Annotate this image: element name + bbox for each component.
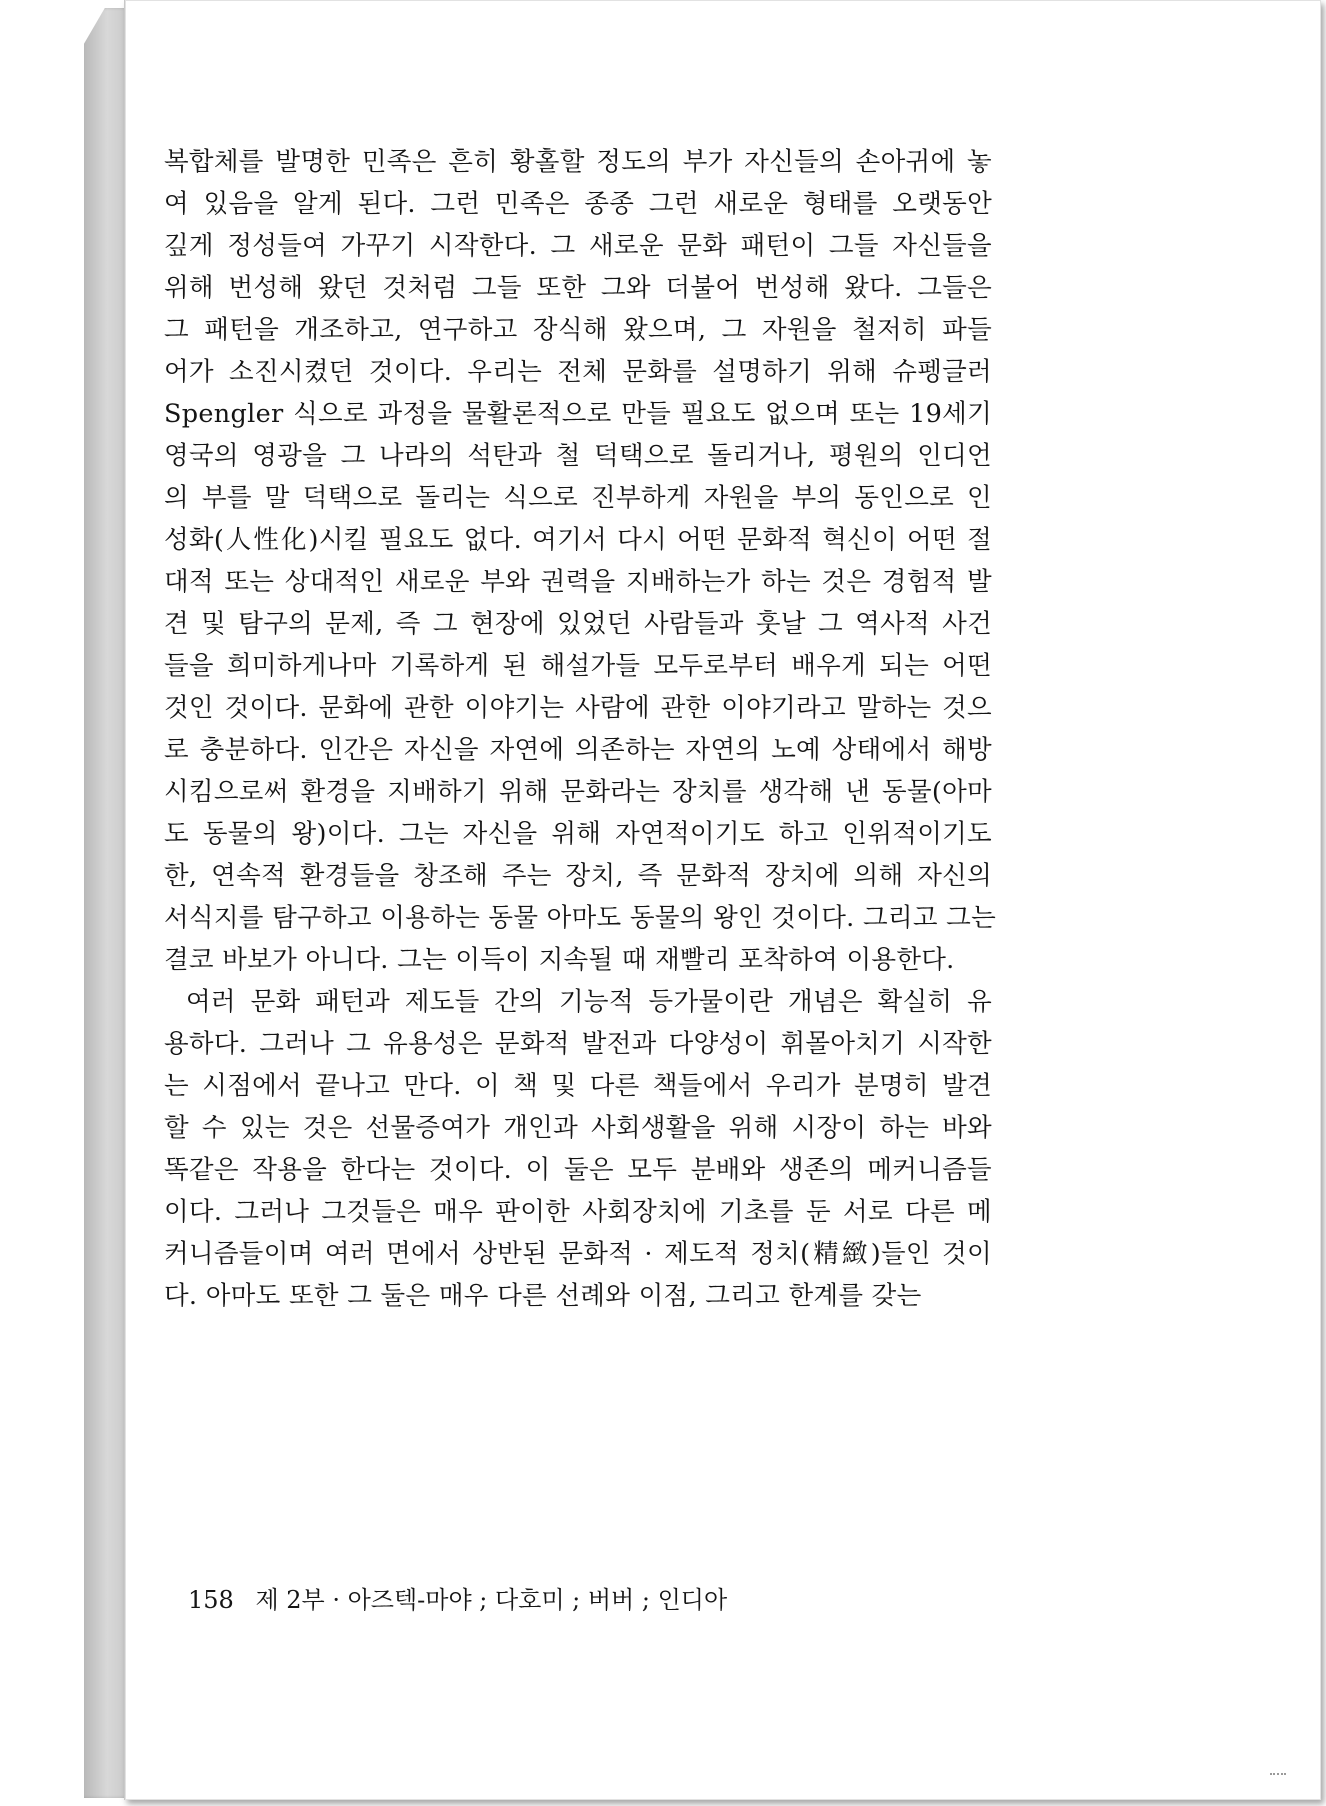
text-line: 서식지를 탐구하고 이용하는 동물 아마도 동물의 왕인 것이다. 그리고 그는 xyxy=(164,903,997,933)
text-line: 똑같은 작용을 한다는 것이다. 이 둘은 모두 분배와 생존의 메커니즘들 xyxy=(164,1155,992,1185)
page-number: 158 xyxy=(188,1586,234,1614)
scan-corner-mark xyxy=(1270,1773,1286,1778)
text-line: 다. 아마도 또한 그 둘은 매우 다른 선례와 이점, 그리고 한계를 갖는 xyxy=(164,1281,922,1311)
text-line: 영국의 영광을 그 나라의 석탄과 철 덕택으로 돌리거나, 평원의 인디언 xyxy=(164,441,992,471)
text-line: 이다. 그러나 그것들은 매우 판이한 사회장치에 기초를 둔 서로 다른 메 xyxy=(164,1197,992,1227)
body-text xyxy=(164,141,997,1317)
text-line: 용하다. 그러나 그 유용성은 문화적 발전과 다양성이 휘몰아치기 시작한 xyxy=(164,1029,992,1059)
text-line: 여러 문화 패턴과 제도들 간의 기능적 등가물이란 개념은 확실히 유 xyxy=(186,987,992,1017)
paragraph-2 xyxy=(164,981,992,1317)
page-footer xyxy=(188,1580,727,1615)
text-line: 성화(人性化)시킬 필요도 없다. 여기서 다시 어떤 문화적 혁신이 어떤 절 xyxy=(164,525,992,555)
text-line: 결코 바보가 아니다. 그는 이득이 지속될 때 재빨리 포착하여 이용한다. xyxy=(164,945,955,975)
text-line: 시킴으로써 환경을 지배하기 위해 문화라는 장치를 생각해 낸 동물(아마 xyxy=(164,777,992,807)
text-line: 여 있음을 알게 된다. 그런 민족은 종종 그런 새로운 형태를 오랫동안 xyxy=(164,189,992,219)
text-line: 로 충분하다. 인간은 자신을 자연에 의존하는 자연의 노예 상태에서 해방 xyxy=(164,735,992,765)
text-line: 한, 연속적 환경들을 창조해 주는 장치, 즉 문화적 장치에 의해 자신의 xyxy=(164,861,992,891)
text-line: 복합체를 발명한 민족은 흔히 황홀할 정도의 부가 자신들의 손아귀에 놓 xyxy=(164,147,992,177)
text-line: 그 패턴을 개조하고, 연구하고 장식해 왔으며, 그 자원을 철저히 파들 xyxy=(164,315,992,345)
text-line: 어가 소진시켰던 것이다. 우리는 전체 문화를 설명하기 위해 슈펭글러 xyxy=(164,357,992,387)
running-head: 제 2부 · 아즈텍-마야 ; 다호미 ; 버버 ; 인디아 xyxy=(255,1586,728,1614)
text-line: Spengler 식으로 과정을 물활론적으로 만들 필요도 없으며 또는 19세기 xyxy=(164,399,992,429)
paragraph-1 xyxy=(164,141,997,981)
text-line: 위해 번성해 왔던 것처럼 그들 또한 그와 더불어 번성해 왔다. 그들은 xyxy=(164,273,992,303)
text-line: 들을 희미하게나마 기록하게 된 해설가들 모두로부터 배우게 되는 어떤 xyxy=(164,651,992,681)
text-line: 할 수 있는 것은 선물증여가 개인과 사회생활을 위해 시장이 하는 바와 xyxy=(164,1113,992,1143)
text-line: 의 부를 말 덕택으로 돌리는 식으로 진부하게 자원을 부의 동인으로 인 xyxy=(164,483,992,513)
text-line: 깊게 정성들여 가꾸기 시작한다. 그 새로운 문화 패턴이 그들 자신들을 xyxy=(164,231,992,261)
text-line: 견 및 탐구의 문제, 즉 그 현장에 있었던 사람들과 훗날 그 역사적 사건 xyxy=(164,609,992,639)
text-line: 것인 것이다. 문화에 관한 이야기는 사람에 관한 이야기라고 말하는 것으 xyxy=(164,693,992,723)
text-line: 는 시점에서 끝나고 만다. 이 책 및 다른 책들에서 우리가 분명히 발견 xyxy=(164,1071,992,1101)
text-line: 대적 또는 상대적인 새로운 부와 권력을 지배하는가 하는 것은 경험적 발 xyxy=(164,567,992,597)
text-line: 커니즘들이며 여러 면에서 상반된 문화적 · 제도적 정치(精緻)들인 것이 xyxy=(164,1239,992,1269)
text-line: 도 동물의 왕)이다. 그는 자신을 위해 자연적이기도 하고 인위적이기도 xyxy=(164,819,992,849)
